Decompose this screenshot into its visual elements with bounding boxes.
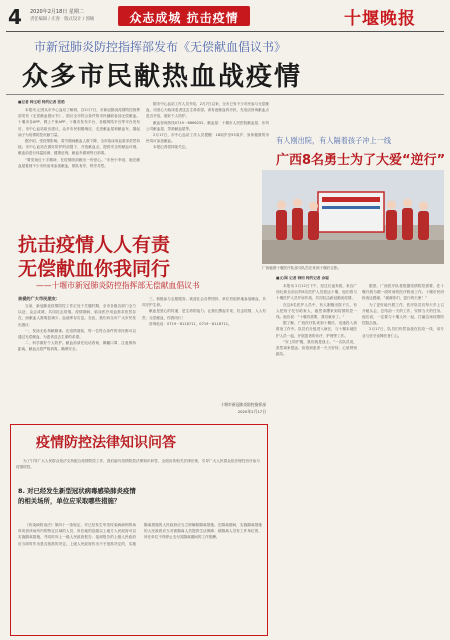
article3-body-col2 — [142, 296, 266, 392]
article2-paragraph: 为了更好地开展工作，医疗队员们每天早上召开碰头会，总结前一天的工作，安排当天的任务。他们说，一定要与十堰人民一起，打赢这场疫情防控阻击战。 — [362, 302, 444, 326]
article2-paragraph: 在这8名医护人员中，有人刚刚出院不久，有人把孩子托付给家人，毅然请缨来到疫情防控一线。他们说：“十堰有需要，我们就来了。” — [276, 302, 357, 320]
article3-title-line1: 抗击疫情人人有责 — [18, 234, 171, 256]
banner-text: 众志成城 抗击疫情 — [129, 11, 239, 25]
masthead-rule — [6, 31, 444, 32]
article3-paragraph: 献血是爱心的传递，是生命的接力。让我们携起手来，抗击疫情，人人有责；无偿献血，你我同行！ — [142, 309, 266, 320]
article2-kicker: 有人刚出院，有人隔着孩子冲上一线 — [276, 136, 392, 145]
article1-paragraph: 据市中心血站工作人员介绍，2月7日以来，全市已有不少市民参与无偿献血，用爱心为临床患者送去生命希望。请有意献血的市民，先电话咨询献血点是否开放，做好个人防护。 — [146, 102, 269, 119]
article2-byline: ■文/图 记者 韩钧 特约记者 佘聪 — [276, 276, 329, 280]
article4-intro: 为了引导广大人民群众依法支持配合疫情防控工作，我们编写疫情防控法律知识问答，全面宣传相关法律法规，引导广大人民群众依法理性有序参与疫情防控。 — [16, 459, 260, 470]
article2-body-col2 — [362, 283, 444, 631]
article2-paragraph: 据悉，广西医疗队将根据疫情防控需要，在十堰开展为期一段时间的医疗救治工作。十堰市民纷纷表达感谢，“谢谢你们，逆行的天使！” — [362, 284, 444, 301]
article3-body-col1 — [18, 303, 136, 419]
article4-answer: 《传染病防治法》第四十一条规定，对已经发生甲类传染病病例的场所或者该场所内的特定区域的人员，所在地的县级以上地方人民政府可以实施隔离措施，并同时向上一级人民政府报告；接到报告的上级人民政府应当即时作出是否批准的决定。上级人民政府作出不予批准决定的，实施隔离措施的人民政府应当立即解除隔离措施。在隔离期间，实施隔离措施的人民政府应当对被隔离人员提供生活保障；被隔离人员有工作单位的，所在单位不得停止支付其隔离期间的工作报酬。 — [18, 523, 262, 546]
article1-paragraph: 据介绍，受疫情影响，春节期间献血人数下降，全市临床用血需求依然持续。市中心血站在做好防护的前提下，开放献血点，提供安全的献血环境，献血前进行体温检测、健康征询，献血车做到每日消毒。 — [18, 139, 140, 156]
article3-deck: ——十堰市新冠肺炎防控指挥部无偿献血倡议书 — [36, 281, 200, 290]
photo-caption: 广西驰援十堰医疗队部分队员在来到十堰后合影。 — [262, 266, 342, 270]
date-line: 2020年2月18日 星期二 — [30, 9, 84, 15]
article3-signature: 十堰市新冠肺炎防控指挥部 — [220, 402, 266, 407]
article3-paragraph: 三、积极参与志愿服务。欢迎社会各界团体、单位有组织地参加献血，共同守护生命。 — [142, 297, 266, 308]
article1-rule — [6, 94, 444, 95]
masthead — [0, 0, 450, 36]
article4-title: 疫情防控法律知识问答 — [36, 435, 176, 451]
article3-paragraph: 二、科学做好个人防护。献血前请先电话咨询，佩戴口罩，注意保持距离，献血点将严格消毒，确保安全。 — [18, 341, 136, 352]
photo-medical-team — [262, 170, 444, 264]
article3-title-line2: 无偿献血你我同行 — [18, 258, 171, 280]
article1-paragraph: 本报记者将持续关注。 — [153, 145, 189, 150]
article2-paragraph: 据了解，广西医疗队来到十堰后，迅速投入到救治工作中。队员们分组进入病区，与十堰本地医护人员一起，开展患者的诊疗、护理等工作。 — [276, 321, 357, 338]
article4-question: 8. 对已经发生新型冠状病毒感染肺炎疫情的相关场所，单位应采取哪些措施？ — [18, 487, 136, 505]
article3-paragraph: 一、发扬无私奉献精神。在疫情面前，每一位符合条件的市民都可以通过无偿献血，为患者送去生命的希望。 — [18, 328, 136, 340]
article3-date: 2020年2月17日 — [237, 409, 266, 414]
article2-paragraph: 本报讯 2月12日下午，经过长途奔波，来自广西壮族自治区的8名医护人员抵达十堰，他们将与十堰医护人员并肩作战，共同抗击新冠肺炎疫情。 — [276, 284, 357, 301]
article2-paragraph: 2月17日，队员们仍然奋战在抗疫一线，用专业与坚守诠释医者仁心。 — [362, 327, 444, 338]
article2-body-col1 — [276, 283, 357, 631]
article2-paragraph: “穿上防护服，我们就是战士。”一名队员说，虽然离家很远，但看到患者一天天好转，心里特别踏实。 — [276, 339, 357, 357]
article3-opening: 亲爱的广大市民朋友： — [18, 296, 60, 301]
article1-paragraph: 2月17日，市中心血站工作人员提醒：18周岁至55周岁、身体健康的市民均可参加献血。 — [146, 133, 269, 144]
article1-paragraph: “要发扬红十字精神，在疫情面前献出一份爱心。”市民小李说，她在献血屋看到不少市民前来参加献血，排队有序，秩序井然。 — [18, 157, 140, 168]
banner — [118, 6, 250, 26]
article3-contacts: 咨询电话：0719－8118711，0719－8118711。 — [149, 321, 232, 326]
article1-body-col1 — [18, 107, 140, 230]
brand-name: 十堰晚报 — [344, 9, 416, 29]
article1-paragraph: 本报讯 记者从市中心血站了解到，自2月7日，市新冠肺炎疫情防控指挥部发布《无偿献血倡议书》，倡议全市符合条件的市民踊跃参加无偿献血。十堰市各APP、网上千家APP、十堰市发布平台、各级网络平台等平台发布后，市中心血站给出建议，众多市民积极响应，走进献血屋和献血车，撸起袖子为疫情防控贡献力量。 — [18, 108, 140, 137]
article1-kicker: 市新冠肺炎防控指挥部发布《无偿献血倡议书》 — [34, 40, 287, 54]
photo-image — [262, 170, 444, 264]
article1-body-col2 — [146, 101, 269, 230]
article2-title: 广西8名勇士为了大爱“逆行” — [276, 153, 446, 168]
article1-byline: ■记者 韩玉明 特约记者 张艳 — [18, 100, 65, 104]
article1-title: 众多市民献热血战疫情 — [22, 62, 303, 92]
article3-paragraph: 当前，新冠肺炎疫情防控工作正处于关键时期，全市各级各部门全力以赴，众志成城，共同抗击疫情。疫情期间，临床医疗用血需求依然存在，而献血人数明显减少，血液库存告急。在此，我们向全市广大市民发出倡议： — [18, 304, 136, 327]
editor-line: 责任编辑 / 庄春 版式设计 / 郭楠 — [30, 17, 95, 22]
article1-paragraph: 献血咨询热线0719－8666252，献血屋：十堰市人民医院献血屋、东风公司献血屋、茅箭献血屋等。 — [146, 120, 269, 131]
page-number: 4 — [8, 5, 22, 29]
